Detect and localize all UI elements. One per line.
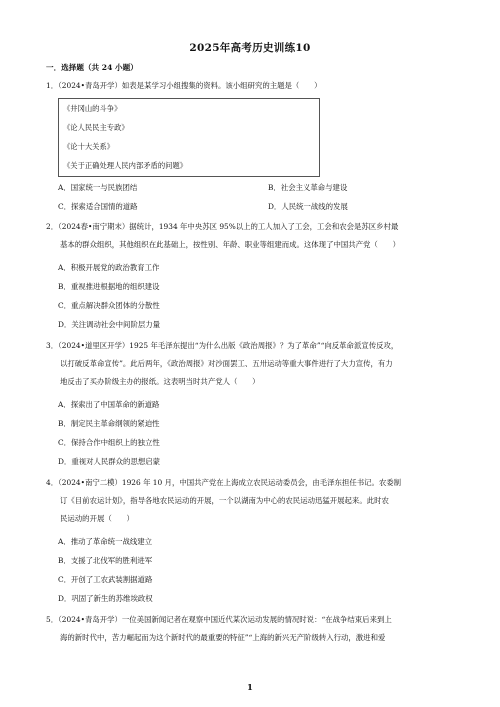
question-2	[46, 218, 456, 254]
question-3-option-d[interactable]: D．重视对人民群众的思想启蒙	[58, 457, 161, 466]
question-1	[46, 77, 456, 95]
source-item: 《论十大关系》	[63, 142, 115, 151]
page-title: 2025年高考历史训练10	[189, 42, 311, 54]
question-4	[46, 474, 456, 529]
question-2-option-c[interactable]: C．重点解决群众团体的分散性	[58, 301, 160, 310]
question-1-stem: 1．（2024•青岛开学）如表是某学习小组搜集的资料。该小组研究的主题是（ ）	[46, 81, 322, 90]
question-4-option-b[interactable]: B．支援了北伐军的胜利进军	[58, 556, 153, 565]
question-3	[46, 337, 456, 392]
question-3-stem-line: 以打破反革命宣传”。此后两年，《政治周报》对沙面罢工、五卅运动等重大事件进行了大力宣传，有力	[60, 359, 393, 369]
question-3-stem-line: 地反击了买办阶级主办的报纸。这表明当时共产党人（ ）	[60, 377, 260, 387]
question-2-option-a[interactable]: A．积极开展党的政治教育工作	[58, 263, 160, 272]
source-item: 《井冈山的斗争》	[63, 104, 122, 113]
source-item: 《论人民民主专政》	[63, 123, 129, 132]
question-1-option-b[interactable]: B．社会主义革命与建设	[268, 183, 348, 192]
question-4-option-d[interactable]: D．巩固了新生的苏维埃政权	[58, 594, 153, 603]
page-number: 1	[247, 683, 253, 693]
question-2-option-b[interactable]: B．重视推进根据地的组织建设	[58, 282, 160, 291]
question-4-option-c[interactable]: C．开创了工农武装割据道路	[58, 575, 153, 584]
question-2-option-d[interactable]: D．关注调动社会中间阶层力量	[58, 320, 161, 329]
question-4-stem-line: 民运动的开展（ ）	[60, 514, 134, 524]
question-3-option-b[interactable]: B．制定民主革命纲领的紧迫性	[58, 419, 160, 428]
question-1-source-table	[58, 98, 320, 177]
question-3-stem-line: 3．（2024•道里区开学）1925 年毛泽东提出“为什么出版《政治周报》？为了革命”“向反革命派宣传反攻，	[46, 341, 399, 350]
question-5-stem-line: 5．（2024•青岛开学）一位美国新闻记者在观察中国近代某次运动发展的情况时说：“在战争结束后来到上	[46, 615, 392, 624]
question-3-option-c[interactable]: C．保持合作中组织上的独立性	[58, 438, 160, 447]
question-5	[46, 611, 456, 647]
question-4-stem-line: 订《目前农运计划》，指导各地农民运动的开展，一个以湖南为中心的农民运动迅猛开展起来。此时农	[60, 496, 389, 506]
question-3-option-a[interactable]: A．探索出了中国革命的新道路	[58, 400, 160, 409]
question-1-option-a[interactable]: A．国家统一与民族团结	[58, 183, 138, 192]
question-1-option-d[interactable]: D．人民统一战线的发展	[268, 202, 348, 211]
question-4-option-a[interactable]: A．推动了革命统一战线建立	[58, 537, 153, 546]
question-2-stem-line: 基本的群众组织，其他组织在此基础上，按性别、年龄、职业等组建而成。这体现了中国共产党（ ）	[60, 240, 400, 250]
section-heading: 一．选择题（共 24 小题）	[46, 63, 138, 72]
question-2-stem-line: 2．（2024春•南宁期末）据统计，1934 年中央苏区 95%以上的工人加入了工会，工会和农会是苏区乡村最	[46, 222, 399, 231]
question-1-option-c[interactable]: C．探索适合国情的道路	[58, 202, 138, 211]
question-4-stem-line: 4．（2024•南宁二模）1926 年 10 月，中国共产党在上海成立农民运动委员会，由毛泽东担任书记。农委制	[46, 478, 402, 487]
question-5-stem-line: 海的新时代中，苦力崛起而为这个新时代的最重要的特征”“上海的新兴无产阶级转入行动，激进和爱	[60, 633, 386, 643]
source-item: 《关于正确处理人民内部矛盾的问题》	[63, 161, 188, 170]
